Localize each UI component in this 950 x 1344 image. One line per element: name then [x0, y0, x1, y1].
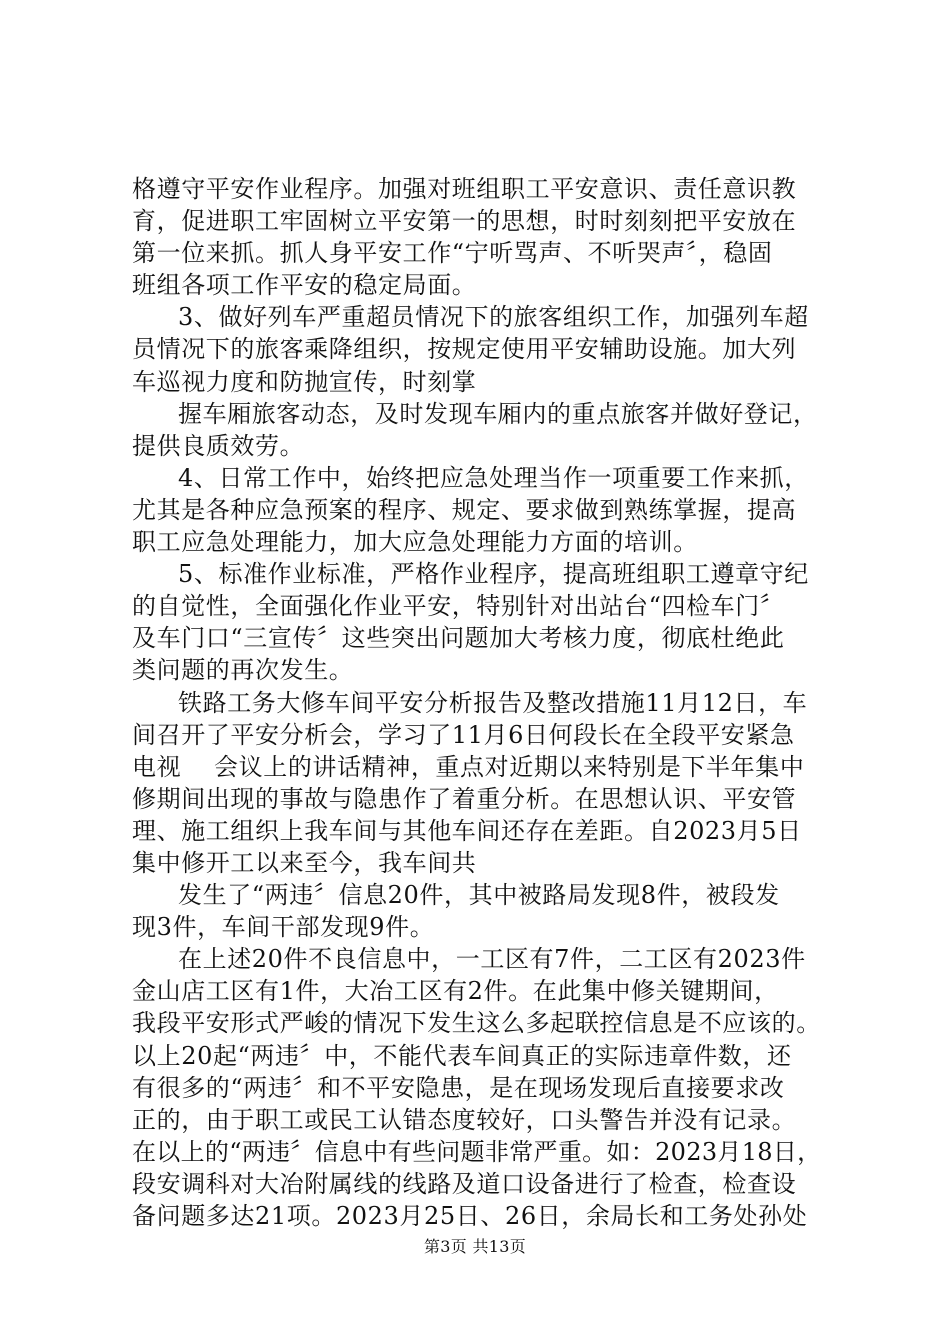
text-line: 正的，由于职工或民工认错态度较好，口头警告并没有记录。: [132, 1105, 797, 1134]
text-line: 备问题多达21项。2023月25日、26日，余局长和工务处孙处: [132, 1202, 808, 1230]
text-line: 现3件，车间干部发现9件。: [132, 913, 435, 942]
text-line: 车巡视力度和防抛宣传，时刻掌: [132, 367, 477, 396]
text-line: 格遵守平安作业程序。加强对班组职工平安意识、责任意识教: [132, 175, 797, 203]
text-line: 集中修开工以来至今，我车间共: [132, 848, 477, 877]
text-line: 有很多的“两违〞和不平安隐患，是在现场发现后直接要求改: [132, 1073, 785, 1102]
text-line: 班组各项工作平安的稳定局面。: [132, 271, 477, 300]
text-line: 第一位来抓。抓人身平安工作“宁听骂声、不听哭声〞，稳固: [132, 239, 773, 268]
text-line: 的自觉性，全面强化作业平安，特别针对出站台“四检车门〞: [132, 592, 785, 621]
text-line: 理、施工组织上我车间与其他车间还存在差距。自2023月5日: [132, 816, 802, 845]
text-line: 电视 会议上的讲话精神，重点对近期以来特别是下半年集中: [132, 752, 805, 781]
page-footer: 第3页 共13页: [423, 1237, 527, 1256]
text-line: 尤其是各种应急预案的程序、规定、要求做到熟练掌握，提高: [132, 495, 797, 524]
text-line: 间召开了平安分析会，学习了11月6日何段长在全段平安紧急: [132, 720, 795, 749]
text-line: 握车厢旅客动态，及时发现车厢内的重点旅客并做好登记，: [178, 399, 818, 428]
document-body: [132, 173, 822, 1232]
text-line: 铁路工务大修车间平安分析报告及整改措施11月12日，车: [178, 688, 808, 717]
text-line: 4、日常工作中，始终把应急处理当作一项重要工作来抓，: [178, 463, 809, 492]
text-line: 段安调科对大冶附属线的线路及道口设备进行了检查，检查设: [132, 1169, 797, 1198]
text-line: 育，促进职工牢固树立平安第一的思想，时时刻刻把平安放在: [132, 207, 797, 236]
text-line: 修期间出现的事故与隐患作了着重分析。在思想认识、平安管: [132, 784, 797, 813]
text-line: 在以上的“两违〞信息中有些问题非常严重。如：2023月18日，: [132, 1137, 822, 1166]
text-line: 提供良质效劳。: [132, 431, 305, 460]
text-line: 员情况下的旅客乘降组织，按规定使用平安辅助设施。加大列: [132, 335, 797, 364]
text-line: 金山店工区有1件，大冶工区有2件。在此集中修关键期间，: [132, 977, 779, 1006]
text-line: 发生了“两违〞信息20件，其中被路局发现8件，被段发: [178, 881, 780, 910]
text-line: 5、标准作业标准，严格作业程序，提高班组职工遵章守纪: [178, 560, 809, 589]
text-line: 我段平安形式严峻的情况下发生这么多起联控信息是不应该的。: [132, 1009, 821, 1038]
text-line: 职工应急处理能力，加大应急处理能力方面的培训。: [132, 528, 698, 557]
text-line: 3、做好列车严重超员情况下的旅客组织工作，加强列车超: [178, 303, 809, 332]
text-line: 及车门口“三宣传〞这些突出问题加大考核力度，彻底杜绝此: [132, 624, 785, 653]
text-line: 类问题的再次发生。: [132, 656, 354, 685]
text-line: 以上20起“两违〞中，不能代表车间真正的实际违章件数，还: [132, 1041, 792, 1070]
text-line: 在上述20件不良信息中，一工区有7件，二工区有2023件: [178, 945, 806, 974]
